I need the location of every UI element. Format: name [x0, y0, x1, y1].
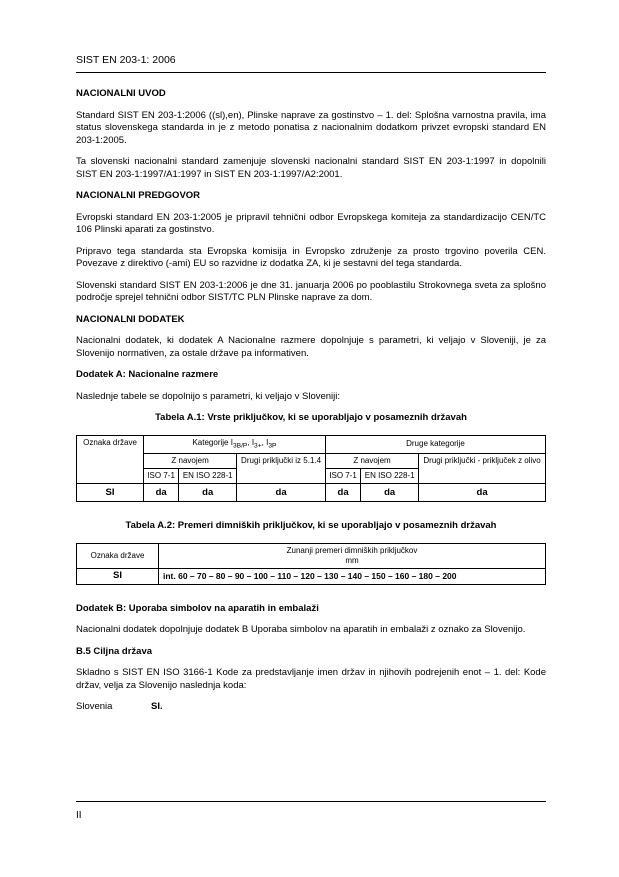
table-a1-header-group1: Kategorije $I_{3B/P}$, $I_{3+}$, $I_{3P}$ [144, 435, 326, 454]
table-a2-header-country: Oznaka države [77, 543, 159, 568]
table-a1-header-country: Oznaka države [77, 435, 144, 484]
country-code-row [76, 701, 546, 714]
table-a1-header-iso7-2: ISO 7-1 [325, 469, 360, 484]
table-a1-cell: da [419, 484, 546, 502]
table-a1-cell: da [361, 484, 419, 502]
country-name: Slovenia [76, 701, 113, 713]
heading-dodatek-a: Dodatek A: Nacionalne razmere [76, 369, 219, 380]
paragraph-b5-1: Skladno s SIST EN ISO 3166-1 Kode za predstavljanje imen držav in njihovih podrejenih enot – 1. del: Kode držav, velja za Slovenijo naslednja koda: [76, 667, 546, 691]
footer-rule [76, 801, 546, 802]
table-a2-caption: Tabela A.2: Premeri dimniških priključkov, ki se uporabljajo v posameznih državah [125, 520, 497, 532]
header-rule [76, 72, 546, 73]
document-body [76, 88, 546, 714]
table-a1-header-navojem-1: Z navojem [144, 454, 237, 469]
table-a1-cell: da [144, 484, 179, 502]
table-a2-cell-country: SI [77, 568, 159, 584]
table-a1-cell: da [237, 484, 326, 502]
heading-dodatek-b: Dodatek B: Uporaba simbolov na aparatih in embalaži [76, 602, 319, 614]
table-a1-header-navojem-2: Z navojem [325, 454, 418, 469]
table-a1-cell: da [179, 484, 237, 502]
paragraph-predgovor-2: Pripravo tega standarda sta Evropska komisija in Evropsko združenje za prosto trgovino poverila CEN. Povezave z direktivo (-ami) EU so razvidne iz dodatka ZA, ki je sestavni del tega standarda. [76, 245, 546, 269]
table-a1-caption: Tabela A.1: Vrste priključkov, ki se uporabljajo v posameznih državah [155, 412, 467, 423]
heading-nacionalni-dodatek: NACIONALNI DODATEK [76, 313, 185, 325]
table-a1-cell-country: SI [77, 484, 144, 502]
heading-nacionalni-uvod: NACIONALNI UVOD [76, 88, 166, 99]
table-a1-header-drugi-2: Drugi priključki - priključek z olivo [419, 454, 546, 484]
table-a1-cell: da [325, 484, 360, 502]
paragraph-predgovor-3: Slovenski standard SIST EN 203-1:2006 je dne 31. januarja 2006 po pooblastilu Strokovnega sveta za splošno področje sprejel tehnični odbor SIST/TC PLN Plinske naprave za dom. [76, 279, 546, 303]
table-a2 [76, 543, 546, 585]
page-number: II [76, 810, 82, 821]
table-a2-header-diameter: Zunanji premeri dimniških priključkov mm [159, 543, 546, 568]
paragraph-uvod-2: Ta slovenski nacionalni standard zamenjuje slovenski nacionalni standard SIST EN 203-1:1997 in dopolnili SIST EN 203-1:1997/A1:1997 in SIST EN 203-1:1997/A2:2001. [76, 156, 546, 180]
table-a1-header-iso228-2: EN ISO 228-1 [361, 469, 419, 484]
table-a2-cell-range: int. 60 – 70 – 80 – 90 – 100 – 110 – 120 – 130 – 140 – 150 – 160 – 180 – 200 [159, 568, 546, 584]
table-a1 [76, 435, 546, 503]
heading-b5: B.5 Ciljna država [76, 645, 153, 657]
paragraph-dodatek-1: Nacionalni dodatek, ki dodatek A Nacionalne razmere dopolnjuje s parametri, ki veljajo v Sloveniji, je za Slovenijo normativen, za ostale države pa informativen. [76, 335, 546, 359]
heading-nacionalni-predgovor: NACIONALNI PREDGOVOR [76, 190, 201, 201]
table-a1-header-group2: Druge kategorije [325, 435, 545, 454]
paragraph-predgovor-1: Evropski standard EN 203-1:2005 je pripravil tehnični odbor Evropskega komiteja za standardizacijo CEN/TC 106 Plinski aparati za gostinstvo. [76, 211, 546, 235]
document-header: SIST EN 203-1: 2006 [76, 54, 176, 66]
paragraph-dodatek-b-1: Nacionalni dodatek dopolnjuje dodatek B Uporaba simbolov na aparatih in embalaži z oznako za Slovenijo. [76, 624, 526, 636]
country-code: SI. [151, 701, 163, 713]
table-a1-header-iso228-1: EN ISO 228-1 [179, 469, 237, 484]
table-a1-header-iso7-1: ISO 7-1 [144, 469, 179, 484]
table-a1-header-drugi-1: Drugi priključki iz 5.1.4 [237, 454, 326, 484]
paragraph-dodatek-a-1: Naslednje tabele se dopolnijo s parametri, ki veljajo v Sloveniji: [76, 390, 341, 402]
paragraph-uvod-1: Standard SIST EN 203-1:2006 ((sl),en), Plinske naprave za gostinstvo – 1. del: Splošna varnostna pravila, ima status slovenskega standarda in je z metodo ponatisa z nacionalnim dodatkom privzet evropski standard EN 203-1:2005. [76, 109, 546, 146]
